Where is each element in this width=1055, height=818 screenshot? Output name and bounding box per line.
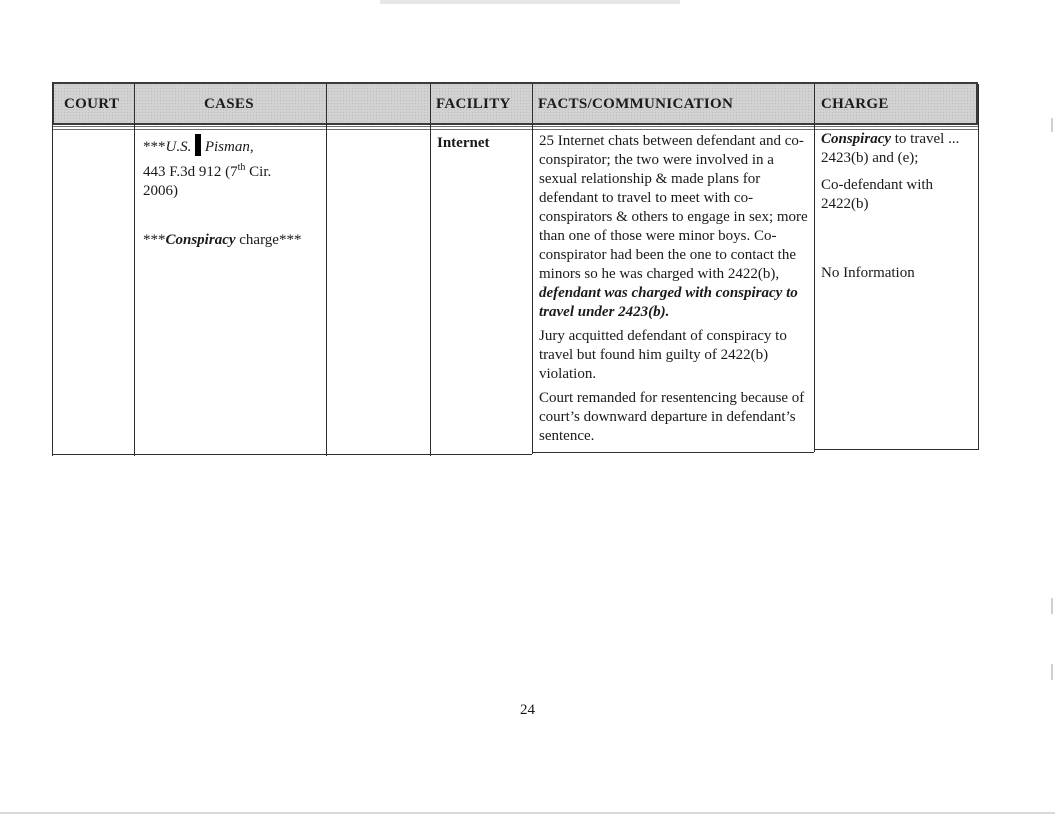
header-facility: FACILITY (436, 96, 511, 112)
table-bottom-border (814, 449, 979, 450)
column-border (430, 84, 431, 456)
header-cases: CASES (204, 96, 254, 112)
note-conspiracy: Conspiracy (165, 232, 236, 248)
citation-line1-end: Cir. (245, 164, 272, 180)
column-border (532, 84, 533, 454)
scan-edge-mark (1051, 664, 1053, 680)
citation-line1: 443 F.3d 912 (7 (143, 164, 238, 180)
column-border (52, 82, 53, 456)
table-bottom-border (532, 452, 814, 453)
page-number: 24 (520, 702, 535, 718)
facts-emphasis: defendant was charged with conspiracy to travel under 2423(b). (539, 285, 798, 320)
facts-cell (539, 132, 811, 452)
case-cell (143, 134, 323, 256)
facts-paragraph-1: 25 Internet chats between defendant and co-conspirator; the two were involved in a sexual relationship & made plans for defendant to travel to meet with co-conspirators & others to engage in sex; more than one of those were minor boys. Co-conspirator had been the one to contact the minors so he was charged with 2422(b), (539, 133, 808, 282)
charge-no-information: No Information (821, 265, 915, 281)
bottom-scan-edge (0, 812, 1055, 814)
column-border (814, 84, 815, 452)
facts-paragraph-2: Jury acquitted defendant of conspiracy to travel but found him guilty of 2422(b) violation. (539, 328, 787, 382)
top-scan-mark (380, 0, 680, 4)
facts-paragraph-3: Court remanded for resentencing because of court’s downward departure in defendant’s sentence. (539, 390, 805, 444)
scan-edge-mark (1051, 118, 1053, 132)
note-rest: charge*** (235, 232, 302, 248)
redaction-bar (195, 134, 201, 156)
column-border (978, 84, 979, 450)
case-prefix: *** (143, 139, 166, 155)
case-name-part2: Pisman, (204, 139, 254, 155)
case-name-part1: U.S. (165, 139, 192, 155)
citation-superscript: th (237, 162, 246, 173)
facility-cell: Internet (437, 135, 490, 151)
column-border (326, 84, 327, 456)
charge-conspiracy: Conspiracy (821, 131, 892, 147)
charge-codefendant: Co-defendant with 2422(b) (821, 177, 934, 212)
note-prefix: *** (143, 232, 166, 248)
column-border (134, 84, 135, 456)
header-court: COURT (64, 96, 120, 112)
table-bottom-border (52, 454, 532, 455)
charge-cell (821, 130, 975, 289)
charge-travel: to travel ... 2423(b) and (e); (821, 131, 960, 166)
citation-line2: 2006) (143, 183, 178, 199)
header-charge: CHARGE (821, 96, 889, 112)
header-facts-communication: FACTS/COMMUNICATION (538, 96, 734, 112)
header-rule (52, 126, 978, 127)
scan-edge-mark (1051, 598, 1053, 614)
